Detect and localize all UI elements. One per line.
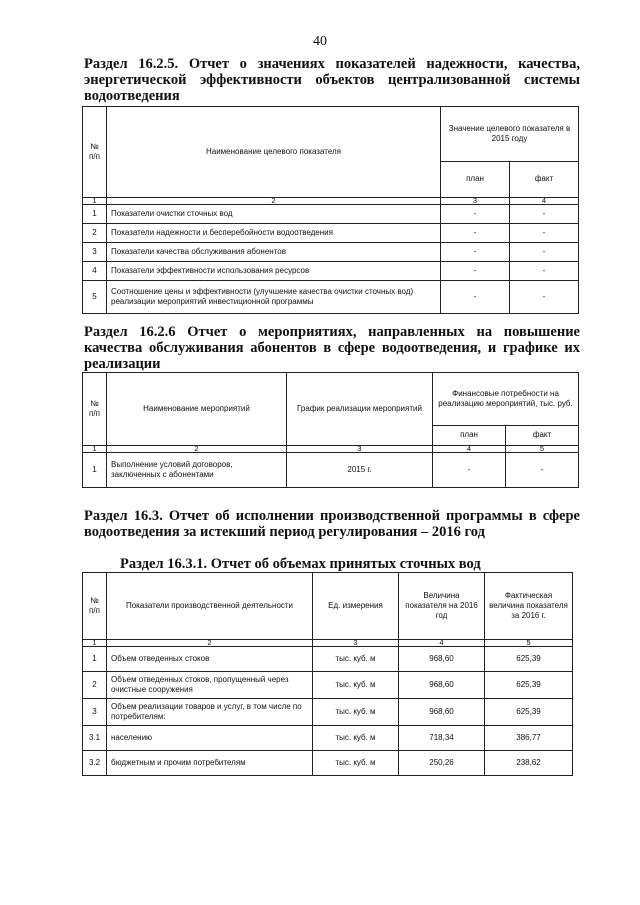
row-unit: тыс. куб. м	[313, 751, 399, 776]
row-actual: 625,39	[485, 699, 573, 726]
column-number: 3	[441, 198, 510, 205]
row-name: Соотношение цены и эффективности (улучшение качества очистки сточных вод) реализации мероприятий инвестиционной программы	[107, 281, 441, 314]
table-row	[83, 243, 579, 262]
row-fact: -	[510, 224, 579, 243]
section-heading-16-3-1: Раздел 16.3.1. Отчет об объемах принятых сточных вод	[120, 556, 481, 572]
table-row	[83, 453, 579, 488]
header-cell-schedule: График реализации мероприятий	[287, 373, 433, 446]
table-row	[83, 672, 573, 699]
header-cell-fact: факт	[506, 425, 579, 445]
row-plan: -	[441, 243, 510, 262]
row-no: 1	[83, 647, 107, 672]
row-unit: тыс. куб. м	[313, 699, 399, 726]
row-no: 1	[83, 205, 107, 224]
row-plan: -	[441, 262, 510, 281]
column-number: 3	[313, 640, 399, 647]
column-number: 5	[485, 640, 573, 647]
row-value: 718,34	[399, 726, 485, 751]
row-no: 5	[83, 281, 107, 314]
column-number: 1	[83, 640, 107, 647]
column-number: 2	[107, 198, 441, 205]
row-name: Выполнение условий договоров, заключенных с абонентами	[107, 453, 287, 488]
row-no: 1	[83, 453, 107, 488]
row-no: 3	[83, 699, 107, 726]
row-name: Показатели эффективности использования ресурсов	[107, 262, 441, 281]
column-number: 2	[107, 446, 287, 453]
row-name: бюджетным и прочим потребителям	[107, 751, 313, 776]
row-no: 4	[83, 262, 107, 281]
row-actual: 625,39	[485, 672, 573, 699]
column-number-row	[83, 198, 579, 205]
table-row	[83, 647, 573, 672]
table-row	[83, 751, 573, 776]
row-plan: -	[441, 205, 510, 224]
row-actual: 238,62	[485, 751, 573, 776]
table-row	[83, 262, 579, 281]
reliability-indicators-table	[82, 106, 579, 314]
table-row	[83, 205, 579, 224]
header-cell-value: Значение целевого показателя в 2015 году	[441, 107, 579, 162]
row-no: 2	[83, 672, 107, 699]
row-name: Показатели надежности и бесперебойности водоотведения	[107, 224, 441, 243]
header-cell-no: № п/п	[83, 373, 107, 446]
row-name: Показатели очистки сточных вод	[107, 205, 441, 224]
row-no: 2	[83, 224, 107, 243]
column-number-row	[83, 446, 579, 453]
header-cell-name: Наименование мероприятий	[107, 373, 287, 446]
row-plan: -	[433, 453, 506, 488]
header-cell-plan: план	[441, 161, 510, 197]
row-fact: -	[510, 243, 579, 262]
service-quality-measures-table	[82, 372, 579, 488]
row-value: 968,60	[399, 672, 485, 699]
header-cell-fact: факт	[510, 161, 579, 197]
header-cell-finance: Финансовые потребности на реализацию мероприятий, тыс. руб.	[433, 373, 579, 426]
section-heading-16-2-5: Раздел 16.2.5. Отчет о значениях показателей надежности, качества, энергетической эффективности объектов централизованной системы водоотведения	[84, 56, 580, 104]
column-number: 4	[399, 640, 485, 647]
row-unit: тыс. куб. м	[313, 672, 399, 699]
column-number: 1	[83, 446, 107, 453]
header-cell-unit: Ед. измерения	[313, 573, 399, 640]
column-number: 3	[287, 446, 433, 453]
table-row	[83, 699, 573, 726]
column-number: 4	[510, 198, 579, 205]
row-name: Объем отведенных стоков, пропущенный через очистные сооружения	[107, 672, 313, 699]
row-plan: -	[441, 224, 510, 243]
table-header-row	[83, 573, 573, 640]
row-name: Объем реализации товаров и услуг, в том числе по потребителям:	[107, 699, 313, 726]
header-cell-no: № п/п	[83, 573, 107, 640]
header-cell-value: Величина показателя на 2016 год	[399, 573, 485, 640]
section-heading-16-2-6: Раздел 16.2.6 Отчет о мероприятиях, направленных на повышение качества обслуживания абонентов в сфере водоотведения, и графике их реализации	[84, 324, 580, 372]
wastewater-volumes-table	[82, 572, 573, 776]
row-actual: 625,39	[485, 647, 573, 672]
table-header-row	[83, 373, 579, 426]
row-no: 3.1	[83, 726, 107, 751]
row-actual: 386,77	[485, 726, 573, 751]
row-fact: -	[510, 205, 579, 224]
header-cell-name: Показатели производственной деятельности	[107, 573, 313, 640]
row-value: 968,60	[399, 647, 485, 672]
table-row	[83, 726, 573, 751]
row-value: 250,26	[399, 751, 485, 776]
row-fact: -	[506, 453, 579, 488]
row-name: населению	[107, 726, 313, 751]
row-no: 3	[83, 243, 107, 262]
row-fact: -	[510, 262, 579, 281]
table-header-row	[83, 107, 579, 162]
row-no: 3.2	[83, 751, 107, 776]
row-name: Объем отведенных стоков	[107, 647, 313, 672]
table-row	[83, 224, 579, 243]
row-plan: -	[441, 281, 510, 314]
row-unit: тыс. куб. м	[313, 726, 399, 751]
row-unit: тыс. куб. м	[313, 647, 399, 672]
header-cell-actual: Фактическая величина показателя за 2016 г.	[485, 573, 573, 640]
row-fact: -	[510, 281, 579, 314]
row-name: Показатели качества обслуживания абонентов	[107, 243, 441, 262]
header-cell-name: Наименование целевого показателя	[107, 107, 441, 198]
column-number-row	[83, 640, 573, 647]
table-row	[83, 281, 579, 314]
column-number: 4	[433, 446, 506, 453]
column-number: 5	[506, 446, 579, 453]
header-cell-no: № п/п	[83, 107, 107, 198]
header-cell-plan: план	[433, 425, 506, 445]
row-schedule: 2015 г.	[287, 453, 433, 488]
section-heading-16-3: Раздел 16.3. Отчет об исполнении производственной программы в сфере водоотведения за истекший период регулирования – 2016 год	[84, 508, 580, 540]
column-number: 1	[83, 198, 107, 205]
page-number: 40	[313, 34, 327, 49]
column-number: 2	[107, 640, 313, 647]
row-value: 968,60	[399, 699, 485, 726]
